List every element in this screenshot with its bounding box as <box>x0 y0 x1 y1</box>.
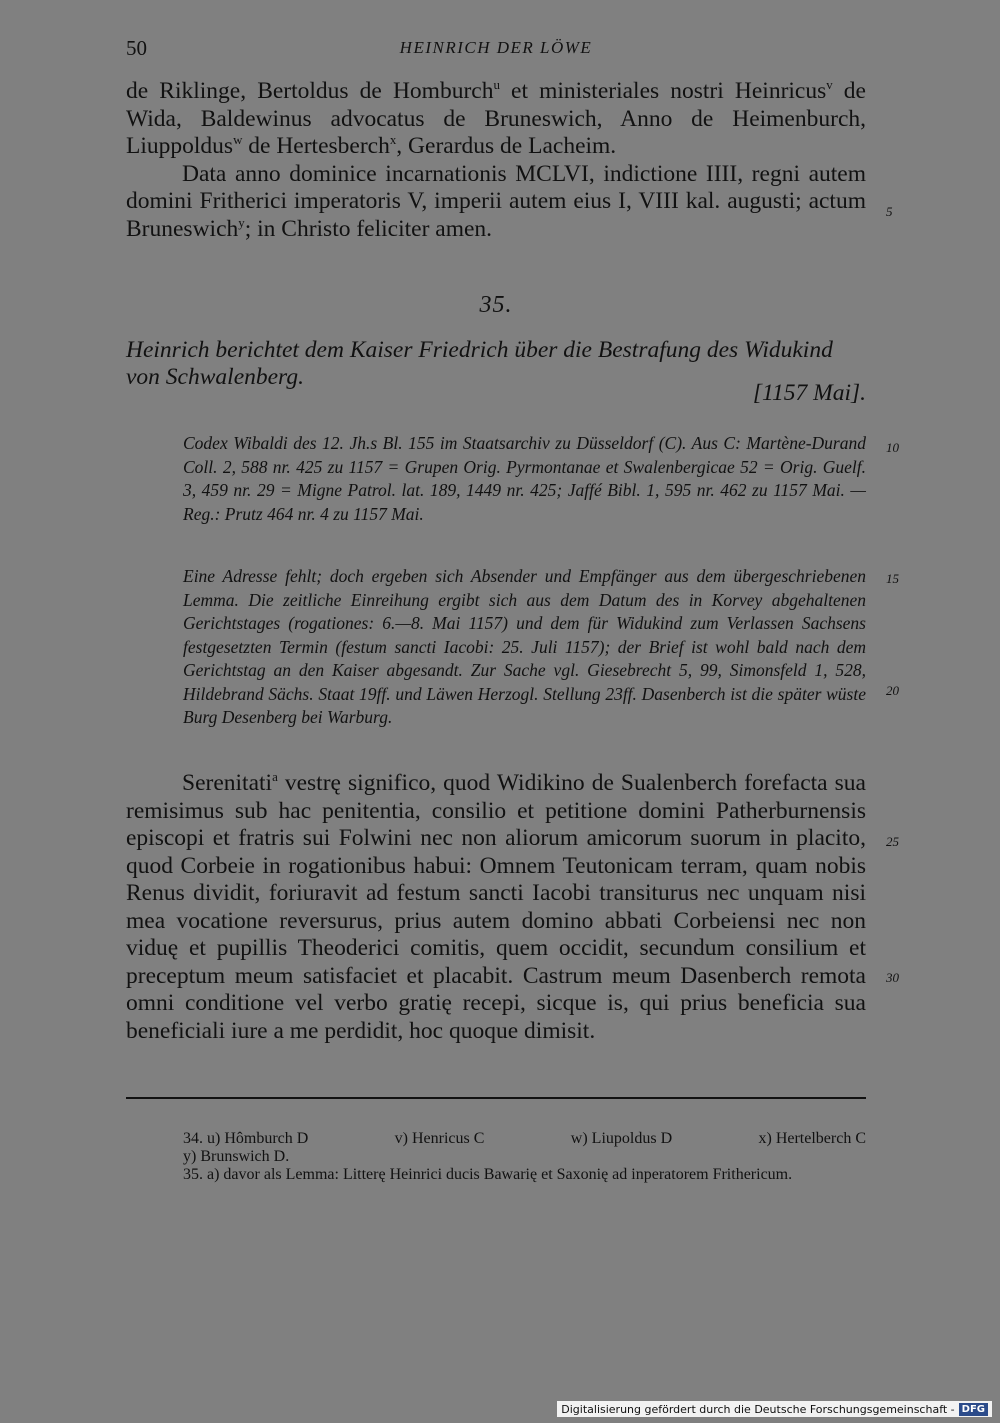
line-number: 30 <box>886 970 899 985</box>
footnote-v: v) Henricus C <box>394 1130 485 1147</box>
footnotes <box>183 1130 866 1184</box>
continuation-text <box>126 78 866 243</box>
letter-text <box>126 770 866 1045</box>
commentary: Eine Adresse fehlt; doch ergeben sich Absender und Empfänger aus dem übergeschriebenen Lemma. Die zeitliche Einreihung ergibt sich aus dem Datum des in Korvey abgehaltenen Gerichtstages (rogationes: 6.—8. Mai 1157) und dem für Widukind zum Verlassen Sachsens festgesetzten Termin (festum sancti Iacobi: 25. Juli 1157); der Brief ist wohl bald nach dem Gerichtstag an den Kaiser abgesandt. Zur Sache vgl. Giesebrecht 5, 99, Simonsfeld 1, 528, Hildebrand Sächs. Staat 19ff. und Läwen Herzogl. Stellung 23ff. Dasenberch ist die später wüste Burg Desenberg bei Warburg. <box>183 566 866 727</box>
document-date: [1157 Mai]. <box>752 380 866 406</box>
page-number: 50 <box>126 36 147 60</box>
witness-list: de Riklinge, Bertoldus de Homburch$^u$ et ministeriales nostri Heinricus$^v$ de Wida, Baldewinus advocatus de Bruneswich, Anno de Heimenburch, Liuppoldus$^w$ de Hertesberch$^x$, Gerardus de Lacheim. <box>126 77 866 159</box>
page-header <box>126 36 866 64</box>
line-number: 10 <box>886 440 899 455</box>
line-number: 15 <box>886 571 899 586</box>
running-title: HEINRICH DER LÖWE <box>399 38 593 57</box>
line-number: 5 <box>886 204 893 219</box>
footnote-w: w) Liupoldus D <box>570 1130 673 1147</box>
document-number: 35. <box>479 292 513 318</box>
source-tradition <box>183 432 866 526</box>
dfg-logo: DFG <box>959 1403 988 1416</box>
footnote-x: x) Hertelberch C <box>758 1130 866 1147</box>
funding-credit[interactable] <box>557 1401 992 1417</box>
document-title: Heinrich berichtet dem Kaiser Friedrich über die Bestrafung des Widukind von Schwalenberg. <box>126 337 833 390</box>
footnote-y: y) Brunswich D. <box>183 1148 290 1165</box>
line-number: 25 <box>886 834 899 849</box>
footnote-divider <box>126 1097 866 1099</box>
dating-clause: Data anno dominice incarnationis MCLVI, indictione IIII, regni autem domini Fritherici imperatoris V, imperii autem eius I, VIII kal. augusti; actum Bruneswich$^y$; in Christo feliciter amen. <box>126 160 866 242</box>
source-list: Codex Wibaldi des 12. Jh.s Bl. 155 im Staatsarchiv zu Düsseldorf (C). Aus C: Martène-Durand Coll. 2, 588 nr. 425 zu 1157 = Grupen Orig. Pyrmontanae et Swalenbergicae 52 = Orig. Guelf. 3, 459 nr. 29 = Migne Patrol. lat. 189, 1449 nr. 425; Jaffé Bibl. 1, 595 nr. 462 zu 1157 Mai. — Reg.: Prutz 464 nr. 4 zu 1157 Mai. <box>183 433 866 524</box>
footnote-u: 34. u) Hômburch D <box>183 1130 309 1147</box>
credit-text: Digitalisierung gefördert durch die Deutsche Forschungsgemeinschaft - <box>561 1402 955 1416</box>
footnote-a: 35. a) davor als Lemma: Litterę Heinrici ducis Bawarię et Saxonię ad inperatorem Frithericum. <box>183 1166 793 1183</box>
footnote-row <box>183 1130 866 1148</box>
letter-body: Serenitati$^a$ vestrę significo, quod Widikino de Sualenberch forefacta sua remisimus sub hac penitentia, consilio et petitione domini Patherburnensis episcopi et fratris sui Folwini nec non aliorum amicorum suorum in placito, quod Corbeie in rogationibus habui: Omnem Teutonicam terram, quam nobis Renus dividit, foriuravit ad festum sancti Iacobi transiturus nec unquam nisi mea vocatione reversurus, prius autem domino abbati Corbeiensi nec non viduę et pupillis Theoderici comitis, quem occidit, secundum consilium et preceptum meum satisfaciet et placabit. Castrum meum Dasenberch remota omni conditione vel verbo gratię recepi, sicque is, qui prius beneficia sua beneficiali iure a me perdidit, hoc quoque dimisit. <box>126 769 866 1044</box>
line-number: 20 <box>886 683 899 698</box>
editorial-note <box>183 565 866 730</box>
